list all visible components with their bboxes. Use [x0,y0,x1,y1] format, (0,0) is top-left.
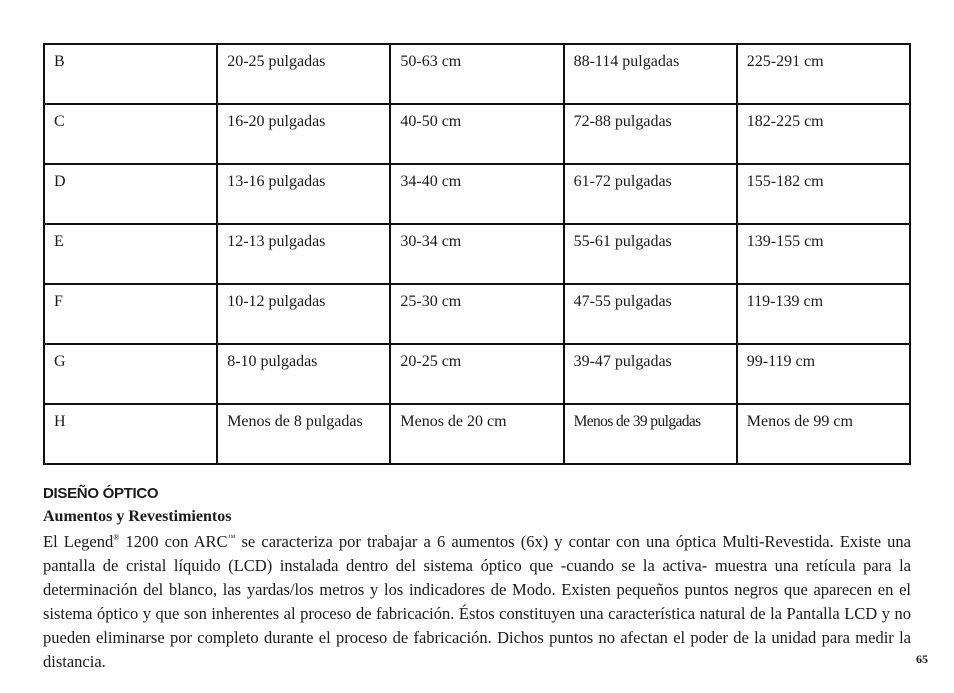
table-cell: 20-25 cm [390,344,563,404]
table-cell: 99-119 cm [737,344,910,404]
table-cell: C [44,104,217,164]
table-cell: E [44,224,217,284]
table-cell: 13-16 pulgadas [217,164,390,224]
page-number: 65 [916,652,928,666]
paragraph-rest: se caracteriza por trabajar a 6 aumentos (6x) y contar con una óptica Multi-Revestida. Existe una pantalla de cristal líquido (LCD) instalada dentro del sistema óptico que -cuando se la activa- muestra una retícula para la determinación del blanco, las yardas/los metros y los indicadores de Modo. Existen pequeños puntos negros que aparecen en el sistema óptico y que son inherentes al proceso de fabricación. Éstos constituyen una característica natural de la Pantalla LCD y no pueden eliminarse por completo durante el proceso de fabricación. Dichos puntos no afectan el poder de la unidad para medir la distancia. [43,532,912,671]
table-cell: 30-34 cm [390,224,563,284]
table-cell: B [44,44,217,104]
table-cell: Menos de 39 pulgadas [564,404,737,464]
table-cell: 55-61 pulgadas [564,224,737,284]
subsection-title: Aumentos y Revestimientos [43,508,232,525]
body-paragraph [43,530,911,674]
registered-mark: ® [113,533,120,542]
table-cell: 61-72 pulgadas [564,164,737,224]
table-cell: Menos de 20 cm [390,404,563,464]
table-cell: 10-12 pulgadas [217,284,390,344]
table-cell: 8-10 pulgadas [217,344,390,404]
table-cell: H [44,404,217,464]
table-row [44,44,910,104]
table-row [44,104,910,164]
table-cell: D [44,164,217,224]
table-cell: 50-63 cm [390,44,563,104]
table-cell: 20-25 pulgadas [217,44,390,104]
table-cell: 139-155 cm [737,224,910,284]
table-cell: 39-47 pulgadas [564,344,737,404]
table-cell: 16-20 pulgadas [217,104,390,164]
table-cell: 155-182 cm [737,164,910,224]
table-cell: 47-55 pulgadas [564,284,737,344]
section-title: DISEÑO ÓPTICO [43,485,159,502]
table-cell: F [44,284,217,344]
table-cell: 225-291 cm [737,44,910,104]
table-cell: Menos de 99 cm [737,404,910,464]
page-content [43,43,911,674]
table-row [44,164,910,224]
table-cell: 119-139 cm [737,284,910,344]
table-cell: Menos de 8 pulgadas [217,404,390,464]
table-row [44,404,910,464]
table-cell: 25-30 cm [390,284,563,344]
table-cell: G [44,344,217,404]
table-row [44,224,910,284]
table-cell: 88-114 pulgadas [564,44,737,104]
range-table [43,43,911,465]
table-cell: 182-225 cm [737,104,910,164]
table-cell: 12-13 pulgadas [217,224,390,284]
trademark-mark: ™ [227,533,236,542]
table-row [44,344,910,404]
table-cell: 40-50 cm [390,104,563,164]
paragraph-mid: 1200 con ARC [119,532,228,551]
table-row [44,284,910,344]
table-cell: 72-88 pulgadas [564,104,737,164]
paragraph-start: El Legend [43,532,114,551]
table-cell: 34-40 cm [390,164,563,224]
